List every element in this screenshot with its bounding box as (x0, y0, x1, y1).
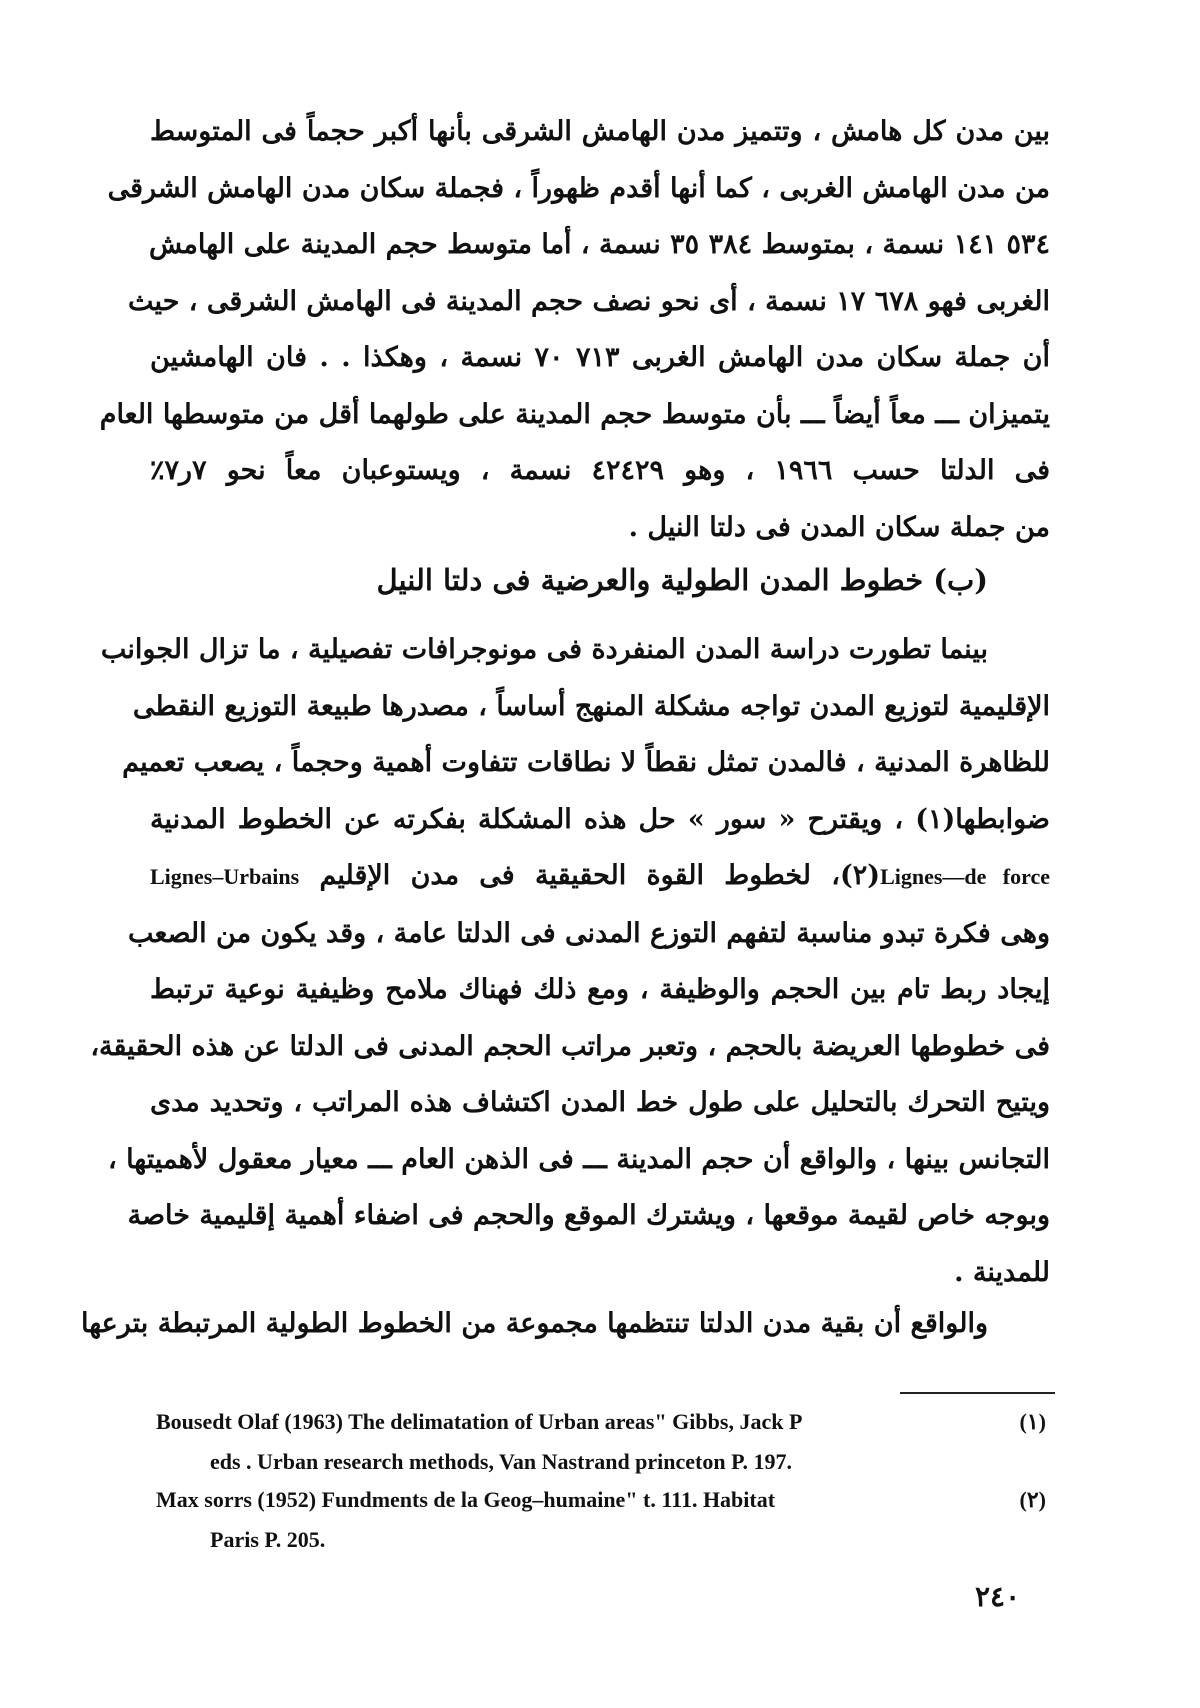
footnote-1-continuation (210, 1443, 1100, 1481)
latin-term-lignes-de-force: Lignes—de force (880, 864, 1051, 889)
page-number: ٢٤٠ (975, 1580, 1021, 1613)
text-line: من مدن الهامش الغربى ، كما أنها أقدم ظهوراً ، فجملة سكان مدن الهامش الشرقى (107, 172, 1050, 204)
footnote-divider (900, 1392, 1055, 1394)
paragraph-3 (80, 1296, 1050, 1353)
footnote-marker: (١) (1019, 1409, 1046, 1434)
footnote-text: Max sorrs (1952) Fundments de la Geog–humaine" t. 111. Habitat (156, 1487, 776, 1512)
text-line: أن جملة سكان مدن الهامش الغربى ٧١٣ ٧٠ نسمة ، وهكذا . . فان الهامشين (150, 342, 1051, 373)
text-line: فى الدلتا حسب ١٩٦٦ ، وهو ٤٢٤٢٩ نسمة ، ويستوعبان معاً نحو ٧ر٧٪ (150, 455, 1050, 486)
text-line: للمدينة . (954, 1256, 1050, 1288)
footnote-text: eds . Urban research methods, Van Nastrand princeton P. 197. (210, 1449, 793, 1474)
paragraph-1 (99, 104, 1051, 556)
footnote-text: Bousedt Olaf (1963) The delimatation of Urban areas" Gibbs, Jack P (156, 1409, 803, 1434)
paragraph-2 (90, 622, 1051, 1301)
text-line: يتميزان ـــ معاً أيضاً ـــ بأن متوسط حجم المدينة على طولهما أقل من متوسطها العام (99, 398, 1050, 430)
footnote-2-continuation (210, 1521, 1100, 1559)
footnote-1 (156, 1403, 1046, 1441)
text-line: التجانس بينها ، والواقع أن حجم المدينة ـــ فى الذهن العام ـــ معيار معقول لأهميتها ، (107, 1143, 1050, 1175)
text-line: للظاهرة المدنية ، فالمدن تمثل نقطاً لا نطاقات تتفاوت أهمية وحجماً ، يصعب تعميم (122, 747, 1050, 778)
footnote-2 (156, 1481, 1046, 1519)
footnote-ref-2: (٢)، (831, 860, 881, 891)
footnote-marker: (٢) (1019, 1487, 1046, 1512)
text-line-mixed (150, 848, 1050, 906)
text-line: الغربى فهو ٦٧٨ ١٧ نسمة ، أى نحو نصف حجم المدينة فى الهامش الشرقى ، حيث (128, 285, 1050, 317)
text-line: ضوابطها(١) ، ويقترح « سور » حل هذه المشكلة بفكرته عن الخطوط المدنية (150, 803, 1050, 835)
text-line: وبوجه خاص لقيمة موقعها ، ويشترك الموقع والحجم فى اضفاء أهمية إقليمية خاصة (127, 1200, 1050, 1231)
text-line: ٥٣٤ ١٤١ نسمة ، بمتوسط ٣٨٤ ٣٥ نسمة ، أما متوسط حجم المدينة على الهامش (148, 229, 1050, 260)
text-line: إيجاد ربط تام بين الحجم والوظيفة ، ومع ذلك فهناك ملامح وظيفية نوعية ترتبط (150, 974, 1050, 1005)
text-line: بين مدن كل هامش ، وتتميز مدن الهامش الشرقى بأنها أكبر حجماً فى المتوسط (150, 116, 1050, 147)
latin-term-lignes-urbains: Lignes–Urbains (150, 864, 300, 889)
text-line: ويتيح التحرك بالتحليل على طول خط المدن اكتشاف هذه المراتب ، وتحديد مدى (150, 1087, 1050, 1118)
footnote-text: Paris P. 205. (210, 1527, 326, 1552)
text-line: وهى فكرة تبدو مناسبة لتفهم التوزع المدنى فى الدلتا عامة ، وقد يكون من الصعب (127, 917, 1050, 949)
text-line: الإقليمية لتوزيع المدن تواجه مشكلة المنهج أساساً ، مصدرها طبيعة التوزيع النقطى (132, 690, 1050, 722)
text-line: والواقع أن بقية مدن الدلتا تنتظمها مجموعة من الخطوط الطولية المرتبطة بترعها (80, 1308, 988, 1339)
arabic-phrase: لخطوط القوة الحقيقية فى مدن الإقليم (319, 860, 811, 891)
text-line: من جملة سكان المدن فى دلتا النيل . (628, 511, 1050, 543)
section-heading: (ب) خطوط المدن الطولية والعرضية فى دلتا النيل (376, 563, 988, 597)
text-line: بينما تطورت دراسة المدن المنفردة فى مونوجرافات تفصيلية ، ما تزال الجوانب (100, 634, 988, 665)
text-line: فى خطوطها العريضة بالحجم ، وتعبر مراتب الحجم المدنى فى الدلتا عن هذه الحقيقة، (90, 1030, 1050, 1062)
